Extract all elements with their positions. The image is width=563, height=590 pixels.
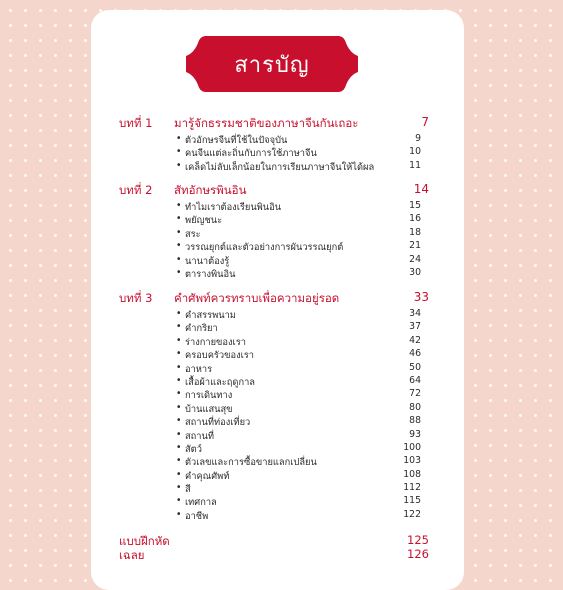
toc-item[interactable] — [119, 415, 429, 428]
toc-item[interactable] — [119, 146, 429, 159]
toc-item-page: 112 — [403, 482, 421, 494]
toc-item[interactable] — [119, 375, 429, 388]
toc-item-label: สัตว์ — [185, 443, 202, 455]
toc-item-page: 30 — [409, 266, 421, 278]
toc-item[interactable] — [119, 362, 429, 375]
toc-item[interactable] — [119, 402, 429, 415]
toc-item-page: 93 — [409, 428, 421, 440]
bullet-icon: • — [176, 361, 182, 373]
toc-item-page: 122 — [403, 508, 421, 520]
bullet-icon: • — [176, 321, 182, 333]
toc-item-label: สถานที่ท่องเที่ยว — [185, 417, 251, 429]
bullet-icon: • — [176, 253, 182, 265]
bullet-icon: • — [176, 388, 182, 400]
toc-item-label: ร่างกายของเรา — [185, 336, 246, 348]
toc-item-page: 103 — [403, 455, 421, 467]
chapter-title: คำศัพท์ควรทราบเพื่อความอยู่รอด — [174, 291, 340, 305]
toc-item-label: คนจีนแต่ละถิ่นกับการใช้ภาษาจีน — [185, 148, 317, 160]
bullet-icon: • — [176, 495, 182, 507]
toc-item[interactable] — [119, 267, 429, 280]
toc-item-label: พยัญชนะ — [185, 215, 223, 227]
toc-item-page: 11 — [409, 159, 421, 171]
bullet-icon: • — [176, 308, 182, 319]
chapter-number: บทที่ 1 — [119, 116, 153, 130]
chapter-title: สัทอักษรพินอิน — [174, 183, 247, 197]
toc-item-label: ทำไมเราต้องเรียนพินอิน — [185, 202, 282, 213]
chapter-3 — [119, 290, 429, 522]
toc-item[interactable] — [119, 200, 429, 213]
chapter-heading[interactable] — [119, 115, 429, 133]
chapter-page: 14 — [413, 182, 429, 196]
chapter-heading[interactable] — [119, 290, 429, 308]
toc-item-label: คำสรรพนาม — [185, 310, 236, 321]
toc-item[interactable] — [119, 429, 429, 442]
toc-item-page: 9 — [415, 133, 421, 144]
toc-item-page: 115 — [403, 495, 421, 507]
chapter-1 — [119, 115, 429, 173]
toc-item-page: 64 — [409, 374, 421, 386]
toc-item[interactable] — [119, 213, 429, 226]
extra-label: แบบฝึกหัด — [119, 534, 170, 548]
bullet-icon: • — [176, 213, 182, 225]
chapter-items — [119, 133, 429, 173]
toc-item[interactable] — [119, 133, 429, 146]
extra-page: 125 — [407, 533, 429, 547]
toc-item-label: นานาต้องรู้ — [185, 255, 230, 267]
chapter-heading[interactable] — [119, 182, 429, 200]
toc-item-page: 42 — [409, 334, 421, 346]
toc-item-label: บ้านแสนสุข — [185, 403, 233, 415]
toc-item-page: 34 — [409, 308, 421, 319]
bullet-icon: • — [176, 415, 182, 427]
bullet-icon: • — [176, 133, 182, 144]
toc-item[interactable] — [119, 348, 429, 361]
extra-label: เฉลย — [119, 548, 145, 562]
bullet-icon: • — [176, 401, 182, 413]
toc-item[interactable] — [119, 469, 429, 482]
chapter-number: บทที่ 3 — [119, 291, 153, 305]
toc-item-label: สถานที่ — [185, 430, 215, 442]
toc-item-page: 80 — [409, 401, 421, 413]
toc-item-page: 15 — [409, 200, 421, 211]
toc-item-page: 100 — [403, 441, 421, 453]
toc-item-page: 72 — [409, 388, 421, 400]
chapter-items — [119, 200, 429, 280]
toc-item-label: สระ — [185, 228, 201, 240]
chapter-title: มารู้จักธรรมชาติของภาษาจีนกันเถอะ — [174, 116, 359, 130]
bullet-icon: • — [176, 374, 182, 386]
bullet-icon: • — [176, 508, 182, 520]
chapter-page: 33 — [413, 290, 429, 304]
toc-extra-exercises[interactable] — [119, 533, 429, 547]
page-title: สารบัญ — [234, 52, 310, 78]
bullet-icon: • — [176, 348, 182, 360]
toc-item[interactable] — [119, 442, 429, 455]
toc-item-label: สี — [185, 484, 191, 496]
toc-item-page: 46 — [409, 348, 421, 360]
toc-item-label: เคล็ดไม่ลับเล็กน้อยในการเรียนภาษาจีนให้ได้ผล — [185, 161, 375, 173]
toc-item-label: อาหาร — [185, 363, 213, 375]
toc-item-label: เทศกาล — [185, 497, 217, 509]
extra-page: 126 — [407, 547, 429, 561]
toc-item-page: 21 — [409, 240, 421, 252]
toc-item[interactable] — [119, 388, 429, 401]
toc-item-label: การเดินทาง — [185, 390, 233, 402]
toc-item-page: 18 — [409, 226, 421, 238]
bullet-icon: • — [176, 455, 182, 467]
toc-item-page: 37 — [409, 321, 421, 333]
toc-item[interactable] — [119, 321, 429, 334]
toc-item-label: คำกริยา — [185, 323, 218, 335]
toc-item[interactable] — [119, 240, 429, 253]
toc-item[interactable] — [119, 335, 429, 348]
chapter-items — [119, 308, 429, 522]
toc-item[interactable] — [119, 495, 429, 508]
bullet-icon: • — [176, 200, 182, 211]
bullet-icon: • — [176, 482, 182, 494]
toc-item-page: 10 — [409, 146, 421, 158]
toc-item-label: ครอบครัวของเรา — [185, 350, 255, 362]
bullet-icon: • — [176, 334, 182, 346]
toc-item-label: ตารางพินอิน — [185, 268, 236, 280]
bullet-icon: • — [176, 441, 182, 453]
toc-item-page: 108 — [403, 468, 421, 480]
bullet-icon: • — [176, 240, 182, 252]
title-banner — [184, 32, 360, 96]
toc-item[interactable] — [119, 455, 429, 468]
bullet-icon: • — [176, 146, 182, 158]
toc-item[interactable] — [119, 308, 429, 321]
chapter-2 — [119, 182, 429, 280]
toc-item[interactable] — [119, 160, 429, 173]
bullet-icon: • — [176, 226, 182, 238]
toc-extra-answers[interactable] — [119, 547, 429, 561]
toc-item-label: คำคุณศัพท์ — [185, 470, 230, 482]
toc-item-label: ตัวเลขและการซื้อขายแลกเปลี่ยน — [185, 457, 317, 469]
bullet-icon: • — [176, 468, 182, 480]
toc-item[interactable] — [119, 254, 429, 267]
chapter-page: 7 — [421, 115, 429, 129]
toc-item-page: 88 — [409, 415, 421, 427]
toc-item-page: 50 — [409, 361, 421, 373]
toc-item-label: เสื้อผ้าและฤดูกาล — [185, 376, 255, 388]
bullet-icon: • — [176, 159, 182, 171]
toc-item[interactable] — [119, 482, 429, 495]
toc-item-label: อาชีพ — [185, 510, 209, 522]
toc-item[interactable] — [119, 509, 429, 522]
toc-item-label: วรรณยุกต์และตัวอย่างการผันวรรณยุกต์ — [185, 242, 344, 254]
toc-item-page: 24 — [409, 253, 421, 265]
bullet-icon: • — [176, 266, 182, 278]
bullet-icon: • — [176, 428, 182, 440]
chapter-number: บทที่ 2 — [119, 183, 153, 197]
toc-item-page: 16 — [409, 213, 421, 225]
toc-item[interactable] — [119, 227, 429, 240]
toc-item-label: ตัวอักษรจีนที่ใช้ในปัจจุบัน — [185, 135, 288, 146]
